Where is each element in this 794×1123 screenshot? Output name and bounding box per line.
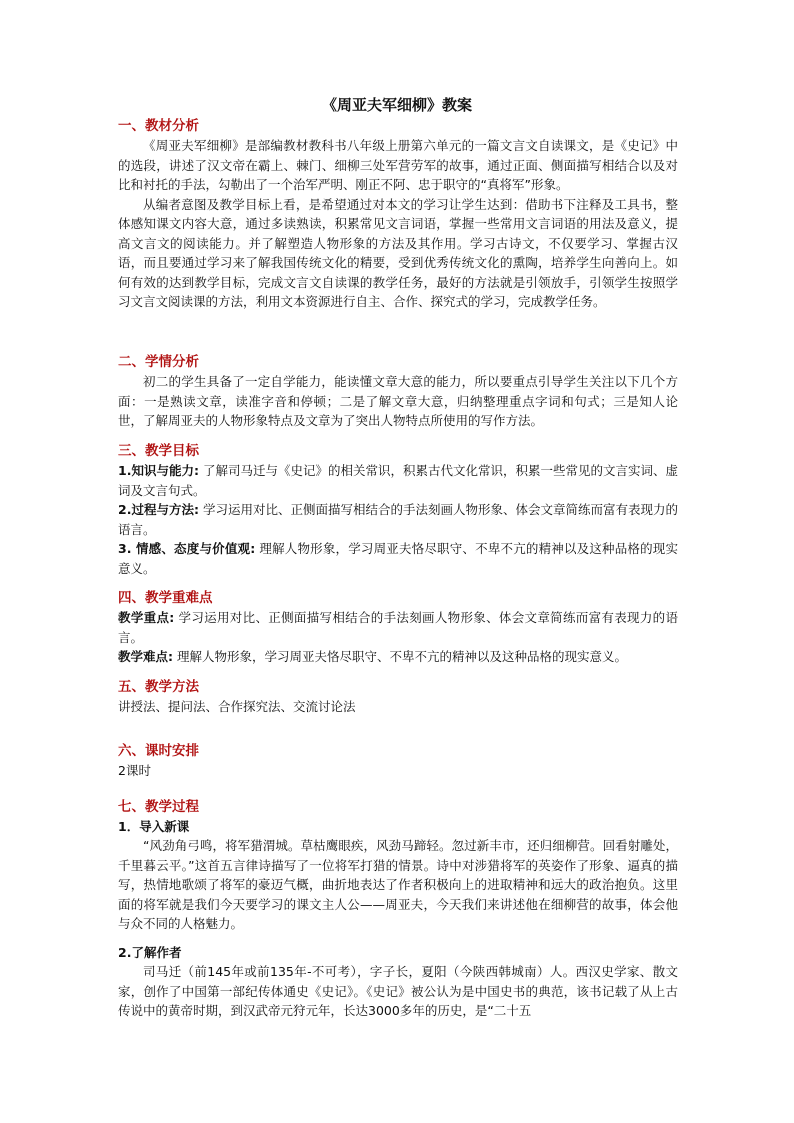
section-class-hours — [118, 742, 678, 781]
paragraph: “风劲角弓鸣，将军猎渭城。草枯鹰眼疾，风劲马蹄轻。忽过新丰市，还归细柳营。回看射雕处，千里暮云平。”这首五言律诗描写了一位将军打猎的情景。诗中对涉猎将军的英姿作了形象、逼真的描写，热情地歌颂了将军的豪迈气概，曲折地表达了作者积极向上的进取精神和远大的政治抱负。这里面的将军就是我们今天要学习的课文主人公——周亚夫，今天我们来讲述他在细柳营的故事，体会他与众不同的人格魅力。 — [118, 838, 678, 931]
section-key-points — [118, 589, 678, 667]
key-point — [118, 608, 678, 647]
section-teaching-methods — [118, 678, 678, 717]
section-student-analysis — [118, 353, 678, 431]
key-label: 教学难点: — [118, 649, 173, 664]
section-heading: 一、教材分析 — [118, 118, 199, 134]
goal-knowledge — [118, 461, 678, 500]
goal-text: 了解司马迁与《史记》的相关常识，积累古代文化常识，积累一些常见的文言实词、虚词及文言句式。 — [118, 463, 678, 498]
section-heading: 六、课时安排 — [118, 743, 199, 759]
key-label: 教学重点: — [118, 610, 175, 625]
subsection-author — [118, 943, 678, 1021]
difficult-point — [118, 647, 678, 667]
document-title: 《周亚夫军细柳》教案 — [321, 96, 472, 114]
subsection-heading: 2.了解作者 — [118, 945, 182, 960]
section-teaching-process — [118, 798, 678, 934]
goal-label: 3. 情感、态度与价值观: — [118, 541, 256, 556]
paragraph: 初二的学生具备了一定自学能力，能读懂文章大意的能力，所以要重点引导学生关注以下几个方面：一是熟读文章，读准字音和停顿；二是了解文章大意，归纳整理重点字词和句式；三是知人论世，了解周亚夫的人物形象特点及文章为了突出人物特点所使用的写作方法。 — [118, 374, 678, 428]
section-heading: 二、学情分析 — [118, 354, 199, 370]
section-heading: 五、教学方法 — [118, 679, 199, 695]
section-heading: 四、教学重难点 — [118, 590, 213, 606]
section-textbook-analysis — [118, 117, 678, 312]
paragraph: 司马迁（前145年或前135年-不可考），字子长，夏阳（今陕西韩城南）人。西汉史学家、散文家，创作了中国第一部纪传体通史《史记》。《史记》被公认为是中国史书的典范，该书记载了从上古传说中的黄帝时期，到汉武帝元狩元年，长达3000多年的历史，是“二十五 — [118, 964, 678, 1018]
goal-text: 理解人物形象，学习周亚夫恪尽职守、不卑不亢的精神以及这种品格的现实意义。 — [118, 541, 678, 576]
paragraph: 从编者意图及教学目标上看，是希望通过对本文的学习让学生达到：借助书下注释及工具书，整体感知课文内容大意，通过多读熟读，积累常见文言词语，掌握一些常用文言词语的用法及意义，提高文言文的阅读能力。并了解塑造人物形象的方法及其作用。学习古诗文，不仅要学习、掌握古汉语，而且要通过学习来了解我国传统文化的精要，受到优秀传统文化的熏陶，培养学生向善向上。如何有效的达到教学目标，完成文言文自读课的教学任务，最好的方法就是引领放手，引领学生按照学习文言文阅读课的方法，利用文本资源进行自主、合作、探究式的学习，完成教学任务。 — [118, 196, 678, 309]
key-text: 学习运用对比、正侧面描写相结合的手法刻画人物形象、体会文章简练而富有表现力的语言。 — [118, 610, 678, 645]
goal-text: 学习运用对比、正侧面描写相结合的手法刻画人物形象、体会文章简练而富有表现力的语言。 — [118, 502, 678, 537]
goal-label: 2.过程与方法: — [118, 502, 199, 517]
section-heading: 七、教学过程 — [118, 799, 199, 815]
key-text: 理解人物形象，学习周亚夫恪尽职守、不卑不亢的精神以及这种品格的现实意义。 — [173, 649, 627, 664]
methods-text: 讲授法、提问法、合作探究法、交流讨论法 — [118, 699, 356, 714]
goal-emotion — [118, 539, 678, 578]
section-teaching-goals — [118, 442, 678, 578]
subsection-heading: 1．导入新课 — [118, 819, 190, 834]
goal-label: 1.知识与能力: — [118, 463, 199, 478]
paragraph: 《周亚夫军细柳》是部编教材教科书八年级上册第六单元的一篇文言文自读课文，是《史记》中的选段，讲述了汉文帝在霸上、棘门、细柳三处军营劳军的故事，通过正面、侧面描写相结合以及对比和衬托的手法，勾勒出了一个治军严明、刚正不阿、忠于职守的“真将军”形象。 — [118, 138, 678, 192]
hours-text: 2课时 — [118, 763, 151, 778]
goal-process — [118, 500, 678, 539]
section-heading: 三、教学目标 — [118, 443, 199, 459]
